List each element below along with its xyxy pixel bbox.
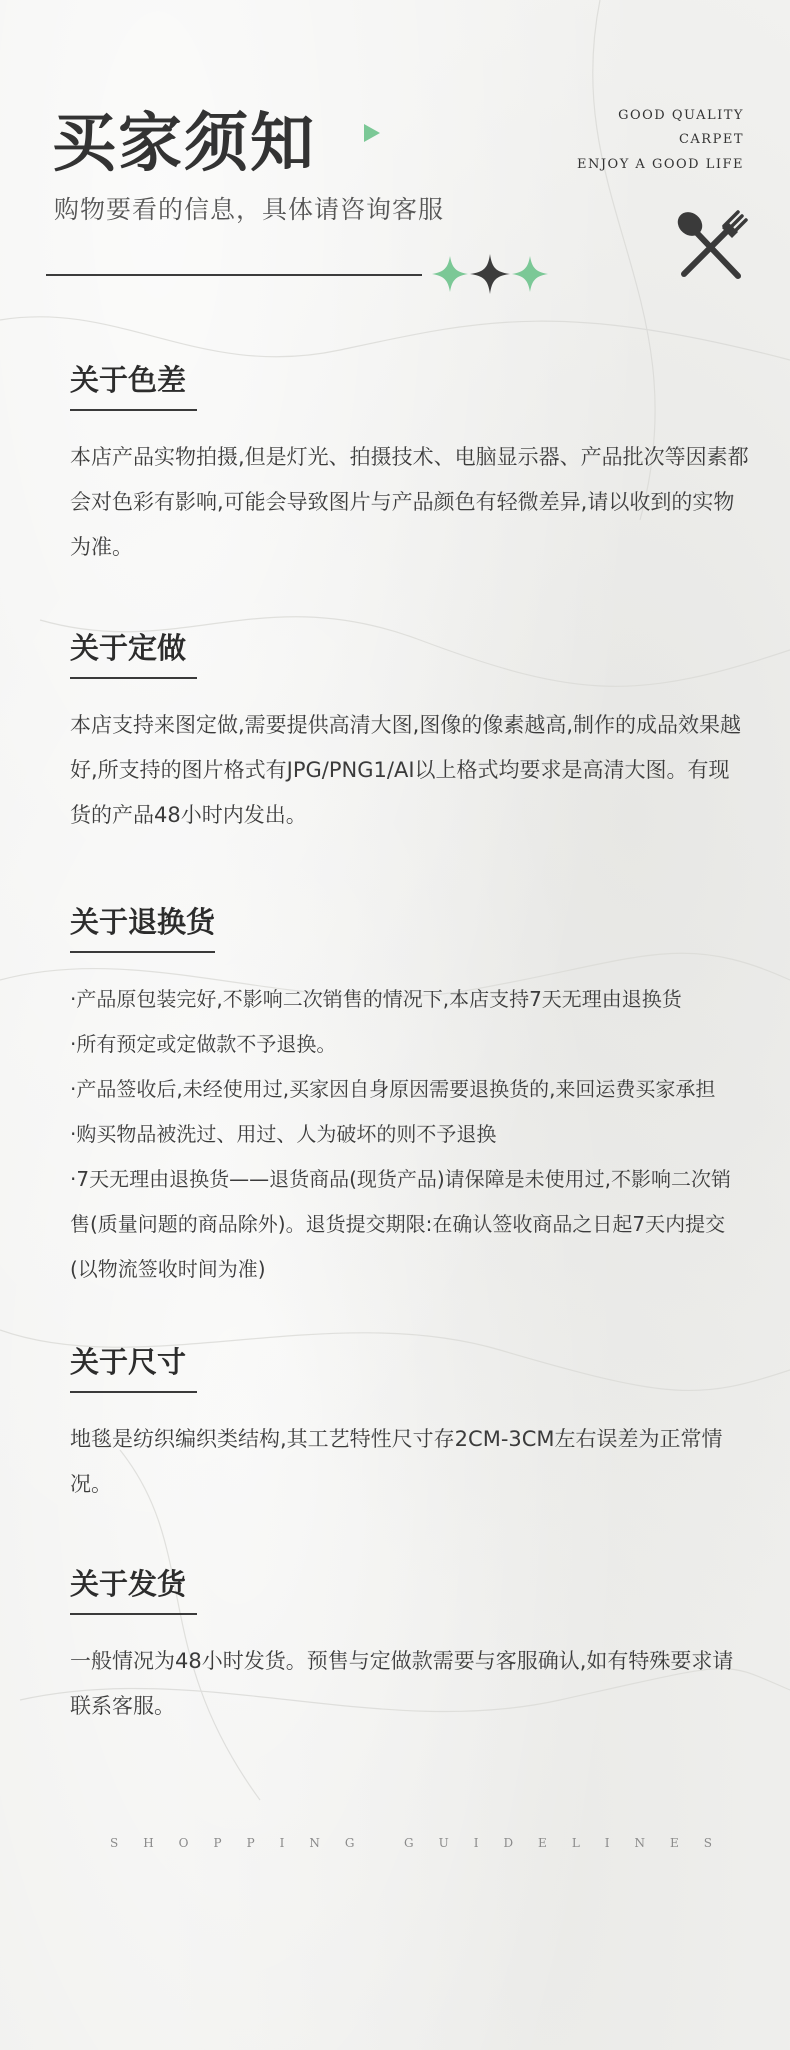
section-body: 本店产品实物拍摄,但是灯光、拍摄技术、电脑显示器、产品批次等因素都会对色彩有影响,可能会导致图片与产品颜色有轻微差异,请以收到的实物为准。 [70,445,749,559]
tagline-line-2: CARPET [678,132,744,147]
section-returns [70,900,750,1292]
list-item: ·购买物品被洗过、用过、人为破坏的则不予退换 [70,1122,497,1146]
tagline-line-3: ENJOY A GOOD LIFE [576,157,744,172]
header-divider [46,274,422,276]
section-title: 关于退换货 [70,900,215,953]
sparkle-stars-icon [428,250,552,298]
section-body: 一般情况为48小时发货。预售与定做款需要与客服确认,如有特殊要求请联系客服。 [70,1649,734,1718]
returns-list [70,977,750,1292]
list-item: ·所有预定或定做款不予退换。 [70,1032,337,1056]
fork-spoon-icon [672,208,752,280]
play-arrow-icon [364,124,380,142]
section-body: 本店支持来图定做,需要提供高清大图,图像的像素越高,制作的成品效果越好,所支持的图片格式有JPG/PNG1/AI以上格式均要求是高清大图。有现货的产品48小时内发出。 [70,713,742,827]
section-title: 关于发货 [70,1562,197,1615]
page-title: 买家须知 [52,106,316,181]
list-item: ·产品签收后,未经使用过,买家因自身原因需要退换货的,来回运费买家承担 [70,1077,716,1101]
page-subtitle: 购物要看的信息，具体请咨询客服 [54,195,445,224]
section-title: 关于色差 [70,358,197,411]
section-title: 关于定做 [70,626,197,679]
tagline-line-1: GOOD QUALITY [618,108,744,123]
section-custom-order [70,626,750,838]
section-title: 关于尺寸 [70,1340,197,1393]
section-size [70,1340,750,1507]
list-item: ·产品原包装完好,不影响二次销售的情况下,本店支持7天无理由退换货 [70,987,682,1011]
section-body: 地毯是纺织编织类结构,其工艺特性尺寸存2CM-3CM左右误差为正常情况。 [70,1427,723,1496]
list-item: ·7天无理由退换货——退货商品(现货产品)请保障是未使用过,不影响二次销售(质量问题的商品除外)。退货提交期限:在确认签收商品之日起7天内提交(以物流签收时间为准) [70,1167,732,1281]
section-color-difference [70,358,750,570]
section-shipping [70,1562,750,1729]
footer-word-shopping: SHOPPING [110,1836,380,1850]
footer-word-guidelines: GUIDELINES [404,1836,738,1850]
